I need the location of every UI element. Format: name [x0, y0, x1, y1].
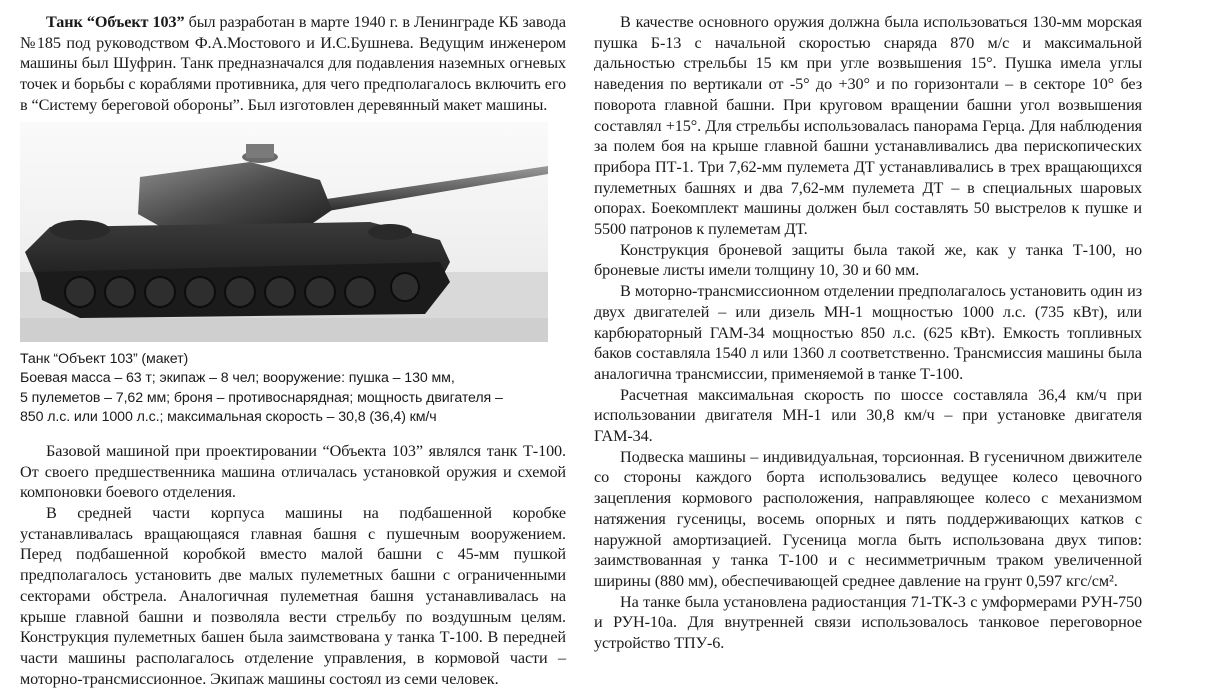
photo-caption [20, 350, 566, 428]
paragraph: На танке была установлена радиостанция 71-ТК-3 с умформерами РУН-750 и РУН-10а. Для внутренней связи использовалось танковое переговорное устройство ТПУ-6. [594, 592, 1142, 653]
right-column [594, 12, 1142, 654]
paragraph: В качестве основного оружия должна была использоваться 130-мм морская пушка Б-13 с начальной скоростью снаряда 870 м/с и максимальной дальностью стрельбы 15 км при угле возвышения 15°. Пушка имела углы наведения по вертикали от -5° до +30° и по горизонтали – в секторе 10° без поворота главной башни. При круговом вращении башни угол возвышения составлял +15°. Для стрельбы использовалась панорама Герца. Для наблюдения за полем боя на крыше главной башни устанавливались два перископических прибора ПТ-1. Три 7,62-мм пулемета ДТ устанавливались в трех вращающихся пулеметных башнях и два 7,62-мм пулемета ДТ – в специальных шаровых опорах. Боекомплект машины должен был составлять 50 выстрелов к пушке и 5500 патронов к пулеметам ДТ. [594, 13, 1142, 239]
caption-title: Танк “Объект 103” (макет) [20, 350, 189, 367]
paragraph: Расчетная максимальная скорость по шоссе составляла 36,4 км/ч при использовании двигателя МН-1 или 30,8 км/ч – при установке двигателя ГАМ-34. [594, 385, 1142, 446]
caption-line: 850 л.с. или 1000 л.с.; максимальная скорость – 30,8 (36,4) км/ч [20, 409, 437, 426]
paragraph: В моторно-трансмиссионном отделении предполагалось установить один из двух двигателей – или дизель МН-1 мощностью 1000 л.с. (735 кВт), или карбюраторный ГАМ-34 мощностью 850 л.с. (625 кВт). Емкость топливных баков составляла 1540 л или 1360 л соответственно. Трансмиссия машины была аналогична трансмиссии, применяемой в танке Т-100. [594, 282, 1142, 383]
intro-paragraph: Танк “Объект 103” был разработан в марте 1940 г. в Ленинграде КБ завода №185 под руководством Ф.А.Мостового и И.С.Бушнева. Ведущим инженером машины был Шуфрин. Танк предназначался для подавления наземных огневых точек и борьбы с кораблями противника, для чего предполагалось включить его в “Систему береговой обороны”. Был изготовлен деревянный макет машины. [20, 13, 566, 114]
tank-name: Танк “Объект 103” [46, 13, 185, 31]
paragraph: Конструкция броневой защиты была такой же, как у танка Т-100, но броневые листы имели толщину 10, 30 и 60 мм. [594, 240, 1142, 280]
caption-line: Боевая масса – 63 т; экипаж – 8 чел; вооружение: пушка – 130 мм, [20, 370, 455, 387]
paragraph: В средней части корпуса машины на подбашенной коробке устанавливалась вращающаяся главная башня с пушечным вооружением. Перед подбашенной коробкой вместо малой башни с 45-мм пушкой предполагалось установить две малых пулеметных башни с ограниченными секторами обстрела. Аналогичная пулеметная башня устанавливалась на крыше главной башни и позволяла вести стрельбу по воздушным целям. Конструкция пулеметных башен была заимствована у танка Т-100. В передней части машины располагалось отделение управления, в кормовой части – моторно-трансмиссионное. Экипаж машины состоял из семи человек. [20, 504, 566, 688]
caption-line: 5 пулеметов – 7,62 мм; броня – противоснарядная; мощность двигателя – [20, 389, 503, 406]
left-column [20, 12, 566, 689]
tank-model-photo [20, 122, 548, 342]
tank-photo-icon [20, 122, 548, 342]
paragraph: Базовой машиной при проектировании “Объекта 103” являлся танк Т-100. От своего предшественника машина отличалась установкой оружия и схемой компоновки боевого отделения. [20, 441, 566, 502]
paragraph: Подвеска машины – индивидуальная, торсионная. В гусеничном движителе со стороны каждого борта использовались ведущее колесо цевочного зацепления кормового расположения, направляющее колесо с механизмом натяжения гусеницы, восемь опорных и пять поддерживающих катков с наружной амортизацией. Гусеница могла быть использована двух типов: заимствованная у танка Т-100 и с несимметричным траком увеличенной ширины (880 мм), обеспечивающей среднее давление на грунт 0,597 кгс/см². [594, 447, 1142, 590]
